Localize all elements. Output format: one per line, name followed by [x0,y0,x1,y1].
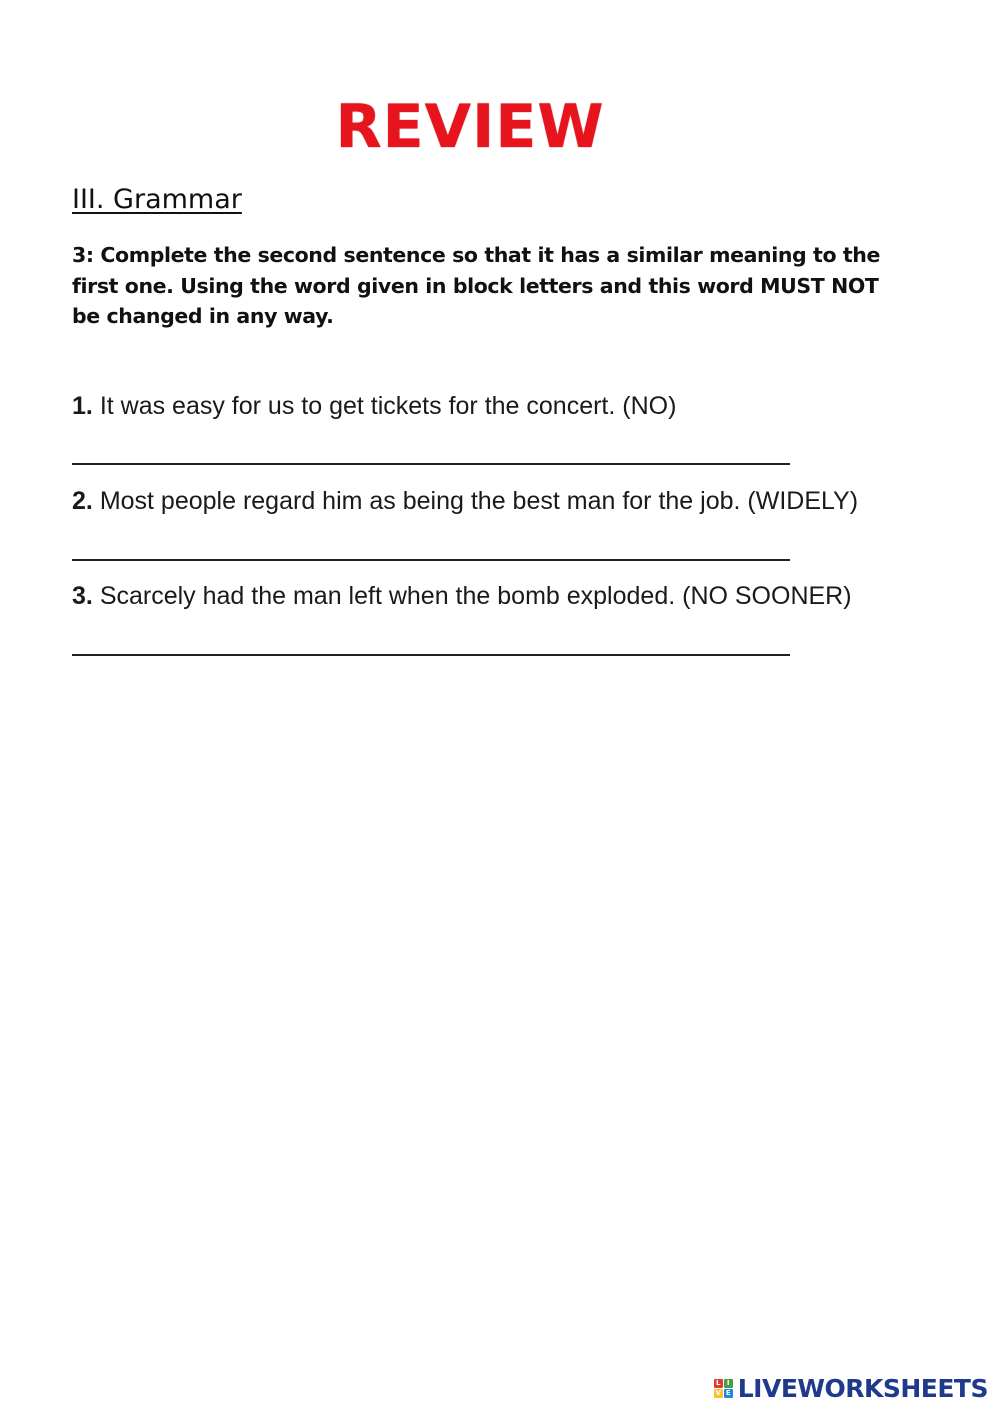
question-number: 2. [72,487,93,515]
answer-line-2[interactable] [72,559,790,561]
question-number: 1. [72,392,93,420]
page-title: REVIEW [335,92,605,162]
logo-square-red: L [714,1379,723,1388]
logo-text: LIVEWORKSHEETS [737,1374,988,1403]
question-2 [72,487,858,516]
logo-square-yellow: V [715,1389,721,1397]
answer-line-1[interactable] [72,463,790,465]
question-text: Most people regard him as being the best man for the job. (WIDELY) [99,487,859,515]
question-text: Scarcely had the man left when the bomb exploded. (NO SOONER) [99,582,852,610]
question-number: 3. [72,582,93,610]
liveworksheets-logo [714,1374,988,1403]
question-3 [72,582,852,611]
logo-square-green: I [724,1379,733,1388]
section-heading: III. Grammar [72,184,242,215]
logo-square-blue: E [724,1389,733,1398]
liveworksheets-logo-icon [714,1379,733,1398]
question-1 [72,392,676,421]
answer-line-3[interactable] [72,654,790,656]
instructions-text: 3: Complete the second sentence so that it has a similar meaning to the first one. Using the word given in block letters and this word MUST NOT be changed in any way. [72,243,880,328]
question-text: It was easy for us to get tickets for the concert. (NO) [99,392,677,420]
